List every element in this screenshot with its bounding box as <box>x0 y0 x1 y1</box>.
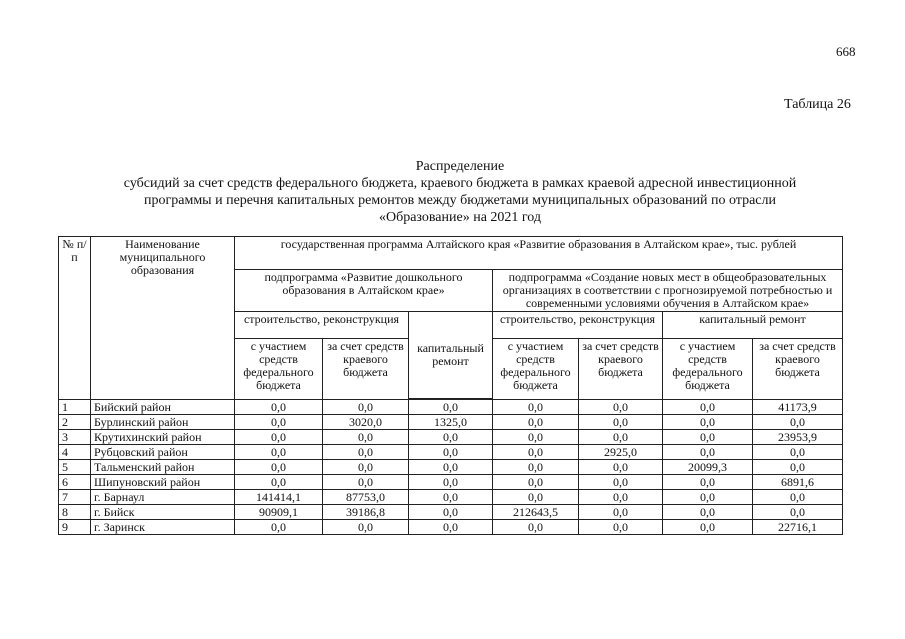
amount-cell: 2925,0 <box>579 445 663 460</box>
amount-cell: 0,0 <box>579 505 663 520</box>
amount-cell: 0,0 <box>493 460 579 475</box>
header-federal: с участием средств федерального бюджета <box>235 339 323 400</box>
header-regional: за счет средств краевого бюджета <box>579 339 663 400</box>
table-row <box>59 415 843 430</box>
amount-cell: 6891,6 <box>753 475 843 490</box>
amount-cell: 0,0 <box>493 400 579 415</box>
header-regional: за счет средств краевого бюджета <box>753 339 843 400</box>
amount-cell: 0,0 <box>235 460 323 475</box>
amount-cell: 23953,9 <box>753 430 843 445</box>
amount-cell: 0,0 <box>663 505 753 520</box>
row-number: 7 <box>59 490 91 505</box>
amount-cell: 0,0 <box>753 415 843 430</box>
title-line: субсидий за счет средств федерального бюджета, краевого бюджета в рамках краевой адресной инвестиционной <box>123 176 797 191</box>
header-regional: за счет средств краевого бюджета <box>323 339 409 400</box>
row-number: 1 <box>59 400 91 415</box>
amount-cell: 0,0 <box>409 460 493 475</box>
header-capital-repair: капитальный ремонт <box>663 312 843 339</box>
amount-cell: 0,0 <box>579 520 663 535</box>
amount-cell: 0,0 <box>663 475 753 490</box>
amount-cell: 0,0 <box>409 400 493 415</box>
table-row <box>59 445 843 460</box>
amount-cell: 0,0 <box>753 445 843 460</box>
amount-cell: 0,0 <box>663 430 753 445</box>
amount-cell: 0,0 <box>493 475 579 490</box>
row-number: 4 <box>59 445 91 460</box>
amount-cell: 22716,1 <box>753 520 843 535</box>
amount-cell: 0,0 <box>663 520 753 535</box>
table-number: Таблица 26 <box>784 97 851 112</box>
amount-cell: 41173,9 <box>753 400 843 415</box>
amount-cell: 0,0 <box>493 415 579 430</box>
amount-cell: 0,0 <box>579 430 663 445</box>
row-number: 3 <box>59 430 91 445</box>
table-row <box>59 430 843 445</box>
amount-cell: 87753,0 <box>323 490 409 505</box>
amount-cell: 0,0 <box>579 415 663 430</box>
municipality-name: г. Барнаул <box>91 490 235 505</box>
header-municipality: Наименование муниципального образования <box>91 237 235 400</box>
amount-cell: 141414,1 <box>235 490 323 505</box>
municipality-name: г. Заринск <box>91 520 235 535</box>
amount-cell: 0,0 <box>753 460 843 475</box>
header-subprogram-preschool: подпрограмма «Развитие дошкольного образования в Алтайском крае» <box>235 270 493 312</box>
title-line: Распределение <box>415 159 505 174</box>
document-title <box>60 158 860 226</box>
municipality-name: г. Бийск <box>91 505 235 520</box>
amount-cell: 0,0 <box>409 505 493 520</box>
municipality-name: Шипуновский район <box>91 475 235 490</box>
amount-cell: 0,0 <box>323 460 409 475</box>
title-line: программы и перечня капитальных ремонтов между бюджетами муниципальных образований по отрасли <box>144 193 776 208</box>
amount-cell: 39186,8 <box>323 505 409 520</box>
municipality-name: Рубцовский район <box>91 445 235 460</box>
municipality-name: Крутихинский район <box>91 430 235 445</box>
amount-cell: 0,0 <box>235 475 323 490</box>
amount-cell: 0,0 <box>579 400 663 415</box>
amount-cell: 0,0 <box>409 430 493 445</box>
table-row <box>59 490 843 505</box>
amount-cell: 0,0 <box>323 430 409 445</box>
row-number: 9 <box>59 520 91 535</box>
amount-cell: 0,0 <box>235 400 323 415</box>
amount-cell: 0,0 <box>493 445 579 460</box>
amount-cell: 0,0 <box>579 490 663 505</box>
header-construction: строительство, реконструкция <box>493 312 663 339</box>
amount-cell: 0,0 <box>235 445 323 460</box>
amount-cell: 0,0 <box>323 445 409 460</box>
header-num: № п/п <box>59 237 91 400</box>
amount-cell: 0,0 <box>323 400 409 415</box>
amount-cell: 20099,3 <box>663 460 753 475</box>
page-number: 668 <box>836 44 856 59</box>
table-row <box>59 475 843 490</box>
amount-cell: 0,0 <box>409 475 493 490</box>
row-number: 2 <box>59 415 91 430</box>
amount-cell: 0,0 <box>323 520 409 535</box>
table-row <box>59 400 843 415</box>
amount-cell: 0,0 <box>409 490 493 505</box>
table-row <box>59 505 843 520</box>
amount-cell: 1325,0 <box>409 415 493 430</box>
amount-cell: 0,0 <box>493 520 579 535</box>
amount-cell: 0,0 <box>579 475 663 490</box>
amount-cell: 0,0 <box>663 490 753 505</box>
distribution-table <box>58 236 843 535</box>
amount-cell: 212643,5 <box>493 505 579 520</box>
amount-cell: 0,0 <box>663 400 753 415</box>
amount-cell: 0,0 <box>663 415 753 430</box>
title-line: «Образование» на 2021 год <box>378 210 542 225</box>
amount-cell: 0,0 <box>409 520 493 535</box>
header-subprogram-new-places: подпрограмма «Создание новых мест в общеобразовательных организациях в соответствии с прогнозируемой потребностью и современными условиями обучения в Алтайском крае» <box>493 270 843 312</box>
table-row <box>59 520 843 535</box>
row-number: 5 <box>59 460 91 475</box>
municipality-name: Бийский район <box>91 400 235 415</box>
header-federal: с участием средств федерального бюджета <box>663 339 753 400</box>
amount-cell: 0,0 <box>323 475 409 490</box>
amount-cell: 0,0 <box>579 460 663 475</box>
header-capital-repair: капитальный ремонт <box>409 312 493 399</box>
amount-cell: 0,0 <box>493 430 579 445</box>
header-federal: с участием средств федерального бюджета <box>493 339 579 400</box>
amount-cell: 0,0 <box>409 445 493 460</box>
amount-cell: 0,0 <box>235 415 323 430</box>
amount-cell: 3020,0 <box>323 415 409 430</box>
table-row <box>59 460 843 475</box>
amount-cell: 0,0 <box>235 520 323 535</box>
municipality-name: Тальменский район <box>91 460 235 475</box>
amount-cell: 0,0 <box>493 490 579 505</box>
municipality-name: Бурлинский район <box>91 415 235 430</box>
row-number: 6 <box>59 475 91 490</box>
amount-cell: 90909,1 <box>235 505 323 520</box>
header-program: государственная программа Алтайского края «Развитие образования в Алтайском крае», тыс. рублей <box>235 237 843 270</box>
header-construction: строительство, реконструкция <box>235 312 409 339</box>
amount-cell: 0,0 <box>663 445 753 460</box>
amount-cell: 0,0 <box>753 505 843 520</box>
amount-cell: 0,0 <box>235 430 323 445</box>
amount-cell: 0,0 <box>753 490 843 505</box>
row-number: 8 <box>59 505 91 520</box>
